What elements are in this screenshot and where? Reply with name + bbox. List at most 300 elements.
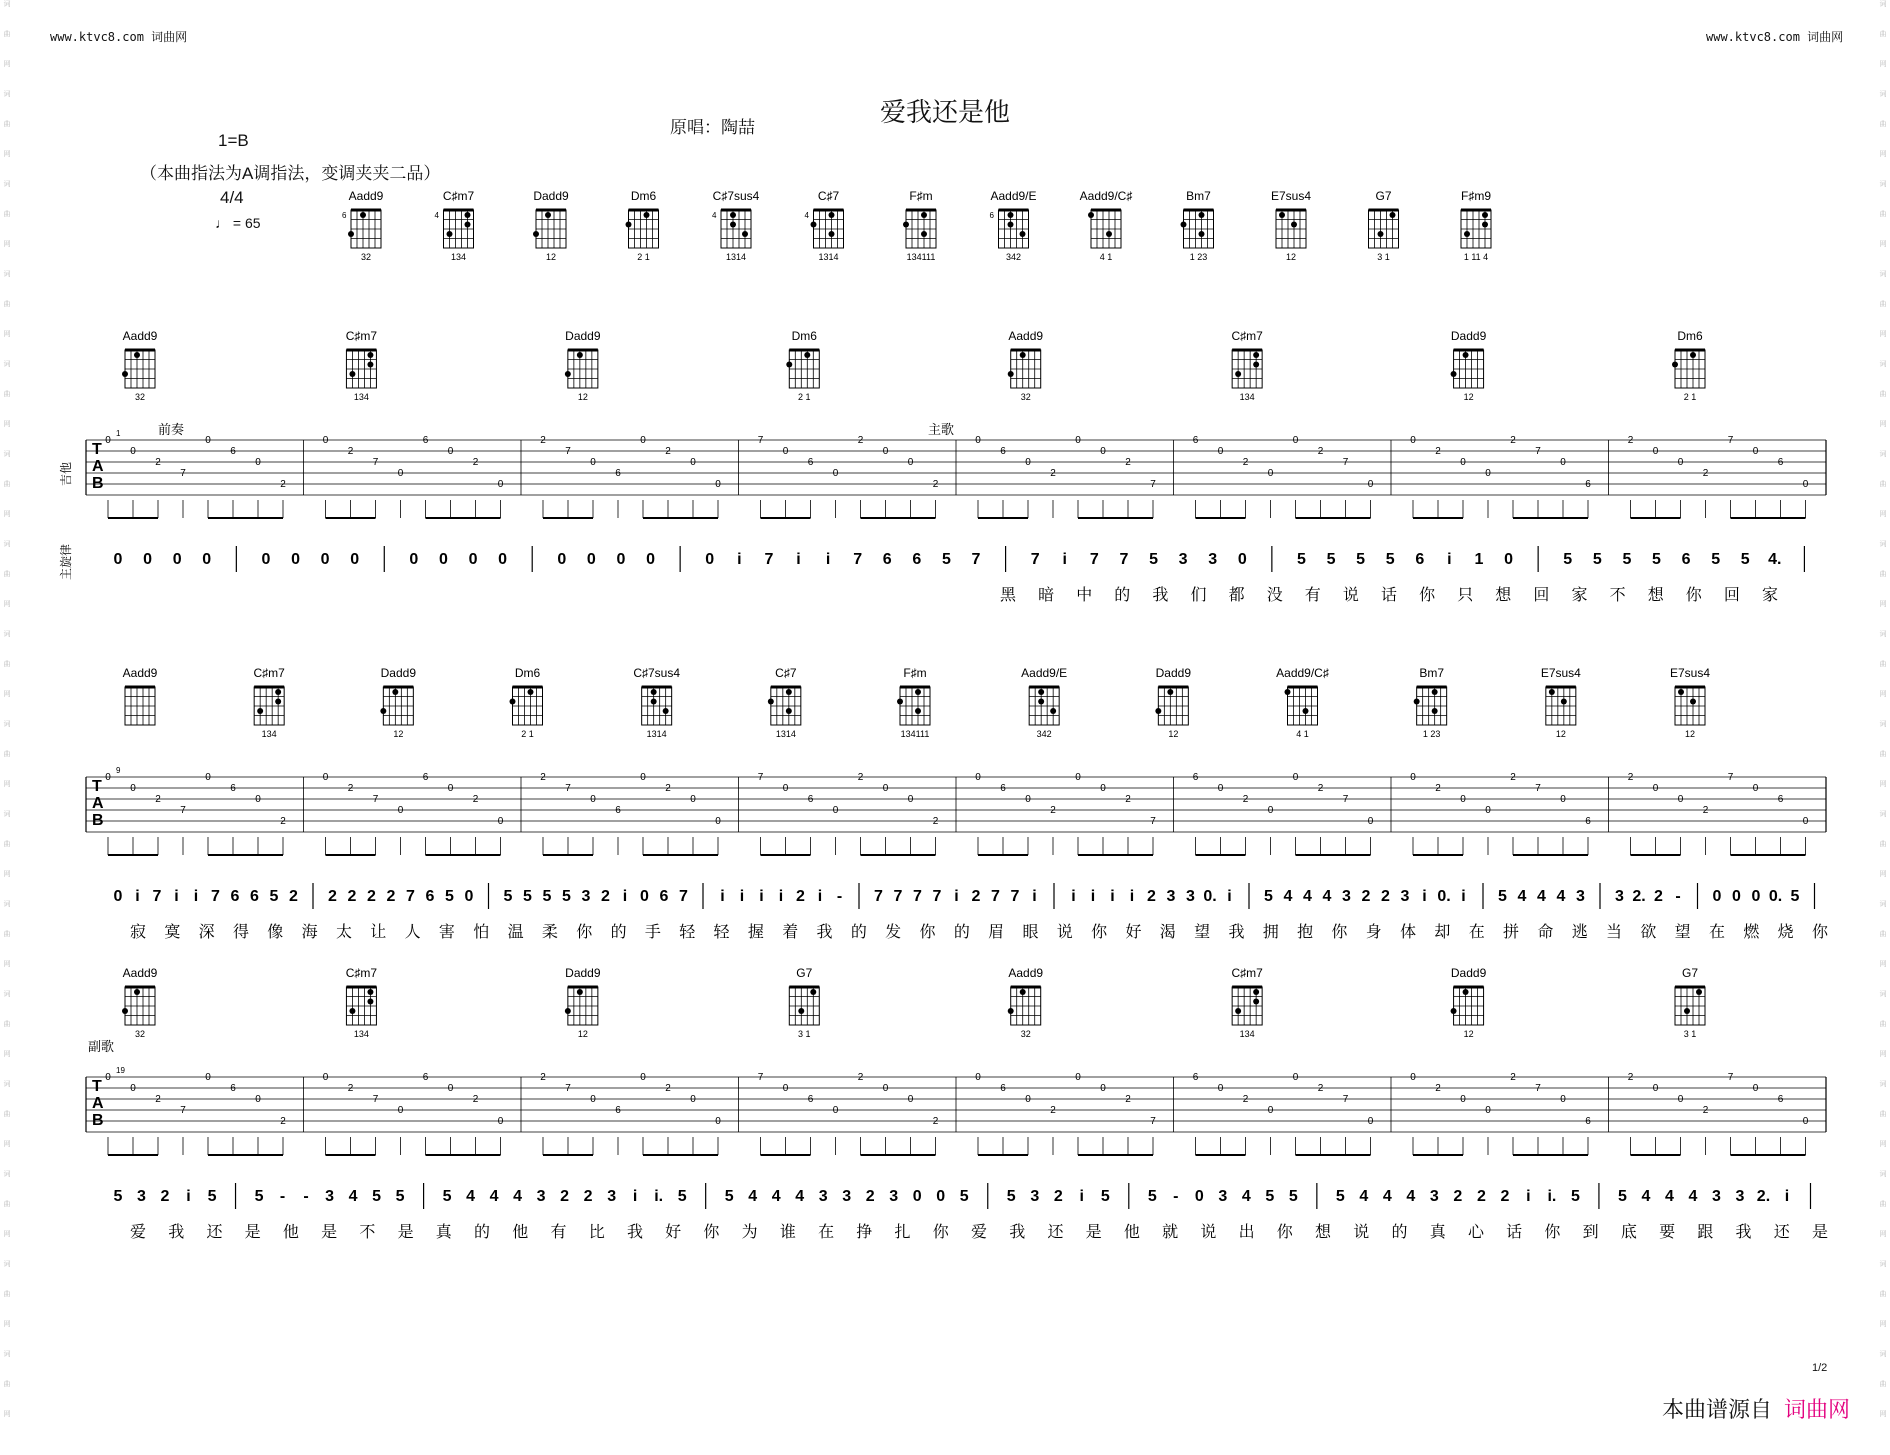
tab-fret-number: 0 — [1267, 468, 1274, 479]
site-watermark-right: www.ktvc8.com 词曲网 — [1706, 30, 1844, 44]
chord-fingering: 134111 — [906, 252, 936, 262]
melody-note: - — [303, 1188, 309, 1205]
lyric-char: 为 — [741, 1222, 758, 1241]
lyric-char: 人 — [404, 922, 421, 941]
melody-note: i — [1071, 888, 1076, 905]
chord-dot — [651, 699, 657, 705]
tab-fret-number: 7 — [757, 435, 764, 446]
chord-diagram — [1461, 189, 1491, 262]
melody-note: i — [1784, 1188, 1790, 1205]
chord-diagram — [510, 666, 543, 739]
lyric-char: 我 — [168, 1222, 185, 1241]
tab-fret-number: 0 — [907, 1094, 914, 1105]
chord-fingering: 1314 — [725, 252, 747, 262]
lyric-char: 谁 — [779, 1222, 796, 1241]
tab-fret-number: 2 — [665, 446, 671, 457]
lyric-char: 到 — [1582, 1222, 1599, 1241]
melody-note: 0 — [438, 551, 448, 568]
melody-note: 3 — [1576, 888, 1585, 905]
chord-name: C♯7sus4 — [712, 189, 760, 203]
tab-fret-number: 7 — [1150, 1116, 1156, 1127]
lyric-char: 得 — [232, 922, 249, 941]
chord-dot — [275, 699, 281, 705]
chord-dot — [1038, 689, 1044, 695]
melody-note: 5 — [1652, 551, 1661, 568]
melody-note: 5 — [523, 888, 532, 905]
tab-fret-number: 0 — [1485, 468, 1491, 479]
chord-dot — [1020, 231, 1026, 237]
tab-fret-number: 7 — [372, 1094, 379, 1105]
tab-fret-number: 0 — [397, 805, 404, 816]
melody-note: i — [135, 888, 140, 905]
lyric-char: 回 — [1533, 585, 1550, 604]
tab-fret-number: 2 — [540, 435, 546, 446]
melody-note: i — [759, 888, 764, 905]
tab-fret-number: 7 — [180, 805, 186, 816]
tab-fret-number: 7 — [1342, 794, 1349, 805]
tab-fret-number: 6 — [230, 1083, 236, 1094]
tab-clef-letter: A — [92, 1095, 104, 1112]
melody-note: 6 — [230, 888, 240, 905]
chord-name: Dadd9 — [1450, 966, 1487, 980]
melody-note: 6 — [1415, 551, 1425, 568]
chord-name: Bm7 — [1186, 189, 1211, 203]
chord-dot — [533, 231, 539, 237]
tab-fret-number: 6 — [1000, 1083, 1006, 1094]
melody-note: 5 — [941, 551, 951, 568]
chord-dot — [1008, 212, 1014, 218]
melody-note: 5 — [1740, 551, 1750, 568]
melody-note: i — [778, 888, 784, 905]
tab-fret-number: 0 — [690, 1094, 696, 1105]
tab-fret-number: 2 — [1125, 1094, 1131, 1105]
source-prefix: 本曲谱源自 — [1661, 1397, 1772, 1422]
chord-fret-number: 6 — [989, 211, 994, 220]
chord-dot — [1235, 1008, 1241, 1014]
melody-note: 0 — [1237, 551, 1247, 568]
lyric-char: 害 — [438, 922, 455, 941]
chord-dot — [730, 212, 736, 218]
lyric-char: 的 — [474, 1222, 491, 1241]
tab-fret-number: 2 — [1050, 468, 1056, 479]
lyric-char: 是 — [397, 1222, 414, 1241]
chord-fret-number: 4 — [434, 211, 439, 220]
lyric-char: 有 — [550, 1222, 567, 1241]
lyric-char: 望 — [1674, 922, 1691, 941]
chord-fingering: 134 — [353, 392, 369, 402]
chord-fingering: 1314 — [775, 729, 796, 739]
melody-note: 5 — [1326, 551, 1336, 568]
tab-fret-number: 0 — [590, 794, 596, 805]
melody-note: i — [632, 1188, 638, 1205]
lyric-char: 命 — [1537, 922, 1554, 941]
melody-note: 7 — [679, 888, 688, 905]
tab-fret-number: 0 — [1652, 446, 1659, 457]
tab-fret-number: 7 — [1150, 479, 1156, 490]
melody-note: 0 — [616, 551, 626, 568]
melody-note: 5 — [1149, 551, 1158, 568]
chord-name: Aadd9 — [122, 966, 158, 980]
lyric-char: 你 — [1685, 585, 1702, 604]
melody-note: 3 — [607, 1188, 617, 1205]
tab-fret-number: 0 — [1025, 794, 1031, 805]
lyric-char: 发 — [885, 922, 902, 941]
section-label: 主歌 — [928, 423, 955, 438]
chord-dot — [1020, 352, 1026, 358]
tab-fret-number: 0 — [1292, 1072, 1299, 1083]
chord-name: Dm6 — [791, 329, 817, 343]
melody-note: 6 — [912, 551, 922, 568]
melody-note: 6 — [659, 888, 669, 905]
melody-note: 5 — [1265, 1188, 1275, 1205]
tab-fret-number: 0 — [205, 1072, 211, 1083]
melody-note: 4 — [1359, 1188, 1369, 1205]
tab-fret-number: 2 — [857, 435, 864, 446]
melody-note: 2 — [601, 888, 610, 905]
chord-dot — [915, 689, 921, 695]
tab-fret-number: 0 — [1267, 1105, 1274, 1116]
chord-diagram — [1181, 189, 1214, 262]
tab-fret-number: 0 — [715, 1116, 721, 1127]
melody-note: i — [1129, 888, 1135, 905]
melody-note: 3 — [137, 1188, 146, 1205]
section-label: 前奏 — [158, 423, 185, 438]
tab-fret-number: 2 — [932, 479, 939, 490]
tab-fret-number: 0 — [907, 457, 914, 468]
melody-note: - — [279, 1188, 286, 1205]
tab-clef-letter: T — [92, 441, 102, 458]
melody-note: 3 — [889, 1188, 899, 1205]
tab-fret-number: 0 — [640, 772, 646, 783]
tab-fret-number: 0 — [205, 435, 211, 446]
chord-dot — [367, 999, 373, 1005]
lyric-char: 出 — [1238, 1222, 1255, 1241]
track-label-guitar: 吉他 — [59, 461, 73, 487]
chord-fingering: 32 — [1020, 392, 1031, 402]
melody-note: i — [1032, 888, 1037, 905]
lyric-char: 说 — [1342, 585, 1359, 604]
chord-name: E7sus4 — [1270, 189, 1312, 203]
tab-fret-number: 6 — [615, 468, 621, 479]
tab-fret-number: 0 — [882, 783, 889, 794]
tab-fret-number: 0 — [782, 446, 789, 457]
tab-fret-number: 0 — [1075, 772, 1081, 783]
chord-diagram — [1231, 966, 1263, 1039]
lyric-char: 逃 — [1571, 922, 1588, 941]
chord-diagram — [1155, 666, 1191, 739]
melody-note: 6 — [250, 888, 259, 905]
lyric-char: 都 — [1228, 585, 1245, 604]
tab-fret-number: 2 — [155, 457, 161, 468]
chord-dot — [349, 371, 355, 377]
melody-note: i — [1062, 551, 1067, 568]
chord-diagram — [1672, 329, 1705, 402]
melody-note: 7 — [211, 888, 220, 905]
chord-fingering: 12 — [1463, 1029, 1474, 1039]
chord-dot — [1690, 699, 1696, 705]
left-border-stripe: 词 曲 网 词 曲 网 词 曲 网 词 曲 网 词 曲 网 词 曲 网 词 曲 网 词 曲 网 词 曲 网 词 曲 网 词 曲 网 词 曲 网 词 曲 网 词 曲 网 词 曲 网 词 曲 网 — [3, 1, 11, 1418]
chord-name: C♯m7 — [1231, 966, 1263, 980]
tab-fret-number: 2 — [472, 457, 479, 468]
tab-fret-number: 2 — [472, 1094, 479, 1105]
chord-dot — [1432, 708, 1438, 714]
melody-note: 0 — [936, 1188, 946, 1205]
chord-name: Dadd9 — [533, 189, 569, 203]
lyric-char: 是 — [244, 1222, 261, 1241]
melody-note: 5 — [1006, 1188, 1016, 1205]
lyric-char: 回 — [1723, 585, 1740, 604]
chord-dot — [1390, 212, 1396, 218]
chord-name: Dadd9 — [565, 966, 601, 980]
melody-note: i — [825, 551, 831, 568]
tab-fret-number: 6 — [807, 794, 814, 805]
chord-dot — [348, 231, 354, 237]
tab-fret-number: 0 — [255, 794, 261, 805]
chord-name: Dm6 — [630, 189, 657, 203]
melody-note: 2 — [289, 888, 298, 905]
tab-fret-number: 6 — [1192, 435, 1199, 446]
tab-fret-number: 0 — [1752, 446, 1759, 457]
tab-fret-number: 0 — [1217, 446, 1224, 457]
lyric-char: 体 — [1400, 922, 1417, 941]
melody-note: 5 — [1100, 1188, 1110, 1205]
chord-diagram — [1675, 966, 1705, 1039]
tab-fret-number: 2 — [1702, 1105, 1709, 1116]
melody-note: 2 — [1361, 888, 1371, 905]
tab-fret-number: 0 — [832, 1105, 839, 1116]
melody-note: 4 — [1556, 888, 1566, 905]
tab-fret-number: 0 — [497, 1116, 504, 1127]
chord-diagram — [346, 329, 378, 402]
chord-dot — [804, 352, 810, 358]
melody-note: 2 — [1476, 1188, 1486, 1205]
tab-fret-number: 0 — [690, 457, 696, 468]
lyric-char: 只 — [1457, 585, 1474, 604]
chord-diagram — [712, 189, 760, 262]
chord-fingering: 134 — [261, 729, 277, 739]
chord-dot — [577, 352, 583, 358]
chord-dot — [798, 1008, 804, 1014]
tab-fret-number: 2 — [280, 816, 286, 827]
chord-diagram — [626, 189, 659, 262]
tab-fret-number: 2 — [1125, 457, 1131, 468]
melody-note: 2 — [865, 1188, 875, 1205]
tab-fret-number: 0 — [1485, 805, 1491, 816]
chord-fret-number: 6 — [342, 211, 347, 220]
tab-fret-number: 0 — [497, 816, 504, 827]
tab-fret-number: 2 — [280, 1116, 286, 1127]
song-title: 爱我还是他 — [879, 97, 1010, 127]
tab-fret-number: 0 — [1652, 1083, 1659, 1094]
chord-diagram — [786, 329, 819, 402]
lyric-char: 他 — [512, 1222, 529, 1241]
tab-fret-number: 2 — [540, 772, 546, 783]
chord-name: Dadd9 — [1450, 329, 1487, 343]
melody-note: 5 — [113, 1188, 123, 1205]
chord-dot — [565, 371, 571, 377]
lyric-char: 你 — [1331, 922, 1348, 941]
tab-fret-number: 0 — [1367, 479, 1374, 490]
tab-fret-number: 0 — [1100, 1083, 1106, 1094]
melody-note: 2 — [1500, 1188, 1510, 1205]
chord-diagram — [897, 666, 930, 739]
melody-note: 3 — [1186, 888, 1195, 905]
lyric-char: 烧 — [1777, 922, 1794, 941]
melody-note: 3 — [1615, 888, 1624, 905]
melody-note: 2 — [1453, 1188, 1463, 1205]
chord-diagram — [1670, 666, 1710, 739]
tab-fret-number: 2 — [1435, 1083, 1441, 1094]
melody-note: 3 — [581, 888, 591, 905]
lyric-char: 眼 — [1022, 922, 1039, 941]
melody-note: 5 — [445, 888, 454, 905]
tab-fret-number: 2 — [1050, 805, 1056, 816]
melody-note: 7 — [971, 551, 981, 568]
tab-fret-number: 2 — [1242, 1094, 1249, 1105]
chord-dot — [626, 222, 632, 228]
lyric-char: 寞 — [164, 922, 181, 941]
chord-dot — [392, 689, 398, 695]
chord-dot — [1672, 362, 1678, 368]
singer-credit: 原唱：陶喆 — [670, 118, 755, 137]
melody-note: 5 — [1264, 888, 1273, 905]
chord-name: Aadd9/E — [1021, 666, 1068, 680]
chord-diagram — [1369, 189, 1399, 262]
chord-dot — [1291, 222, 1297, 228]
chord-diagram — [789, 966, 819, 1039]
tab-clef-letter: A — [92, 795, 104, 812]
chord-dot — [1155, 708, 1161, 714]
tab-fret-number: 2 — [347, 1083, 354, 1094]
tab-fret-number: 2 — [155, 1094, 161, 1105]
chord-dot — [1549, 689, 1555, 695]
tab-fret-number: 0 — [397, 1105, 404, 1116]
tab-fret-number: 6 — [422, 1072, 429, 1083]
tab-fret-number: 7 — [180, 468, 186, 479]
chord-name: E7sus4 — [1669, 666, 1711, 680]
chord-diagram — [990, 189, 1037, 262]
tab-fret-number: 0 — [1075, 1072, 1081, 1083]
tab-fret-number: 0 — [1075, 435, 1081, 446]
chord-dot — [1561, 699, 1567, 705]
chord-dot — [829, 212, 835, 218]
chord-dot — [915, 708, 921, 714]
melody-note: 4 — [748, 1188, 758, 1205]
lyric-char: 你 — [1811, 922, 1829, 941]
tab-fret-number: 2 — [1627, 772, 1634, 783]
chord-diagram — [1080, 189, 1133, 262]
tab-fret-number: 0 — [590, 1094, 596, 1105]
melody-note: 3 — [1178, 551, 1188, 568]
lyric-char: 你 — [919, 922, 936, 941]
melody-note: 0 — [113, 551, 123, 568]
chord-fingering: 1 11 4 — [1463, 252, 1489, 262]
tab-fret-number: 2 — [932, 1116, 939, 1127]
lyric-char: 们 — [1190, 585, 1207, 604]
chord-dot — [742, 231, 748, 237]
tab-fret-number: 0 — [882, 446, 889, 457]
chord-dot — [465, 222, 471, 228]
tab-fret-number: 6 — [422, 435, 429, 446]
chord-diagram — [123, 666, 158, 725]
chord-fingering: 2 1 — [521, 729, 534, 739]
tab-fret-number: 0 — [1560, 1094, 1566, 1105]
lyric-char: 拼 — [1503, 922, 1520, 941]
chord-name: Aadd9 — [1008, 329, 1044, 343]
melody-note: i — [1227, 888, 1232, 905]
chord-dot — [1253, 989, 1259, 995]
chord-diagram — [435, 189, 475, 262]
lyric-char: 话 — [1380, 585, 1398, 604]
chord-dot — [367, 362, 373, 368]
lyric-char: 的 — [850, 922, 867, 941]
lyric-char: 握 — [747, 922, 764, 941]
melody-note: 5 — [1790, 888, 1800, 905]
melody-note: 5 — [1498, 888, 1507, 905]
tab-fret-number: 2 — [857, 1072, 864, 1083]
chord-name: Dadd9 — [565, 329, 601, 343]
lyric-char: 说 — [1056, 922, 1073, 941]
tab-fret-number: 7 — [372, 457, 379, 468]
chord-name: C♯m7 — [442, 189, 475, 203]
melody-note: 0 — [586, 551, 596, 568]
tab-fret-number: 0 — [1292, 772, 1299, 783]
melody-note: 0 — [646, 551, 656, 568]
chord-dot — [545, 212, 551, 218]
chord-name: G7 — [1375, 189, 1392, 203]
melody-note: 0 — [1504, 551, 1514, 568]
chord-name: C♯m7 — [345, 966, 378, 980]
chord-diagram — [1021, 666, 1067, 739]
lyric-char: 好 — [1125, 922, 1142, 941]
melody-note: 0 — [640, 888, 649, 905]
tab-fret-number: 2 — [1317, 446, 1324, 457]
lyric-char: 我 — [1735, 1222, 1752, 1241]
tab-fret-number: 2 — [1242, 794, 1249, 805]
melody-note: 5 — [724, 1188, 734, 1205]
chord-fingering: 32 — [134, 1029, 146, 1039]
melody-note: i — [796, 551, 801, 568]
melody-note: 4 — [1641, 1188, 1651, 1205]
chord-name: Aadd9 — [122, 329, 158, 343]
tab-fret-number: 2 — [280, 479, 286, 490]
tab-fret-number: 0 — [1025, 1094, 1031, 1105]
lyric-char: 望 — [1194, 922, 1211, 941]
tab-fret-number: 0 — [715, 816, 721, 827]
tab-fret-number: 0 — [1652, 783, 1659, 794]
tab-fret-number: 0 — [447, 783, 454, 794]
chord-dot — [1463, 352, 1469, 358]
chord-name: G7 — [796, 966, 813, 980]
chord-name: Aadd9 — [122, 666, 158, 680]
chord-fingering: 2 1 — [798, 392, 811, 402]
chord-fingering: 1314 — [646, 729, 667, 739]
melody-note: 4 — [1517, 888, 1527, 905]
chord-fingering: 12 — [545, 252, 557, 262]
chord-fingering: 1 23 — [1422, 729, 1441, 739]
lyric-char: 你 — [1544, 1222, 1561, 1241]
lyric-char: 我 — [1152, 585, 1169, 604]
melody-note: i — [1090, 888, 1096, 905]
melody-note: 3 — [1208, 551, 1218, 568]
lyric-char: 像 — [267, 922, 284, 941]
melody-note: 5 — [1570, 1188, 1580, 1205]
chord-dot — [367, 352, 373, 358]
chord-dot — [510, 699, 516, 705]
melody-note: 0. — [1768, 888, 1783, 905]
chord-dot — [257, 708, 263, 714]
chord-dot — [1253, 352, 1259, 358]
